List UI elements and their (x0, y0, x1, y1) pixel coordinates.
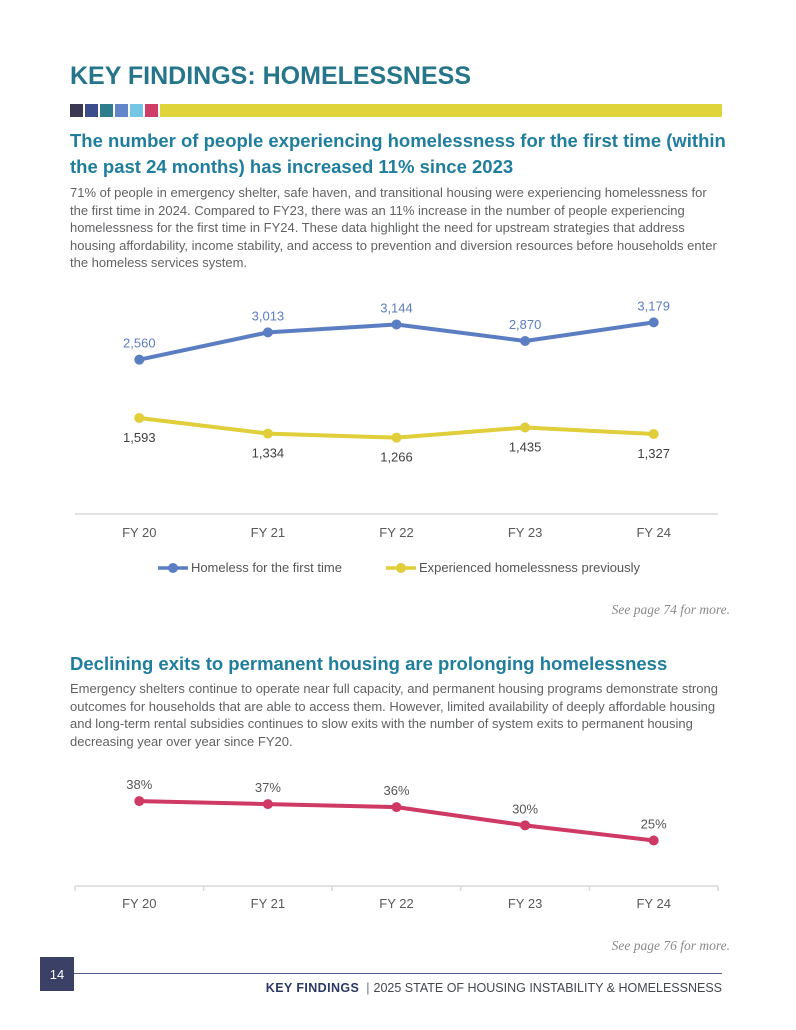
x-axis-label: FY 24 (636, 896, 671, 911)
data-label: 37% (254, 780, 281, 796)
section1-body: 71% of people in emergency shelter, safe haven, and transitional housing were experiencing homelessness for the first time in 2024. Compared to FY23, there was an 11% increase in the number of people experiencing homelessness for the first time in FY24. These data highlight the need for upstream strategies that address housing affordability, income stability, and access to prevention and diversion resources before households enter the homeless services system. (70, 185, 717, 271)
x-axis-label: FY 23 (507, 896, 543, 911)
data-point (520, 820, 530, 830)
data-label: 30% (512, 801, 539, 817)
footer-rule (74, 973, 722, 974)
see-more-page-74: See page 74 for more. (611, 602, 730, 617)
data-point (392, 319, 402, 329)
legend-label: Homeless for the first time (190, 560, 342, 575)
data-point (649, 836, 659, 846)
section2-heading: Declining exits to permanent housing are prolonging homelessness (70, 653, 668, 674)
page-title: KEY FINDINGS: HOMELESSNESS (70, 62, 471, 90)
x-axis-label: FY 21 (250, 525, 286, 540)
x-axis-label: FY 22 (379, 896, 414, 911)
section2-body: Emergency shelters continue to operate near full capacity, and permanent housing programs demonstrate strong outcomes for households that are able to access them. However, limited availability of deeply affordable housing and long-term rental subsidies continues to slow exits with the number of system exits to permanent housing decreasing year over year since FY20. (70, 681, 718, 749)
data-point (649, 429, 659, 439)
data-label: 3,144 (380, 300, 413, 316)
footer-report-title: 2025 STATE OF HOUSING INSTABILITY & HOMELESSNESS (373, 981, 722, 995)
accent-square (85, 104, 98, 117)
data-point (520, 422, 530, 432)
data-point (520, 336, 530, 346)
accent-square (70, 104, 83, 117)
x-axis-label: FY 21 (250, 896, 286, 911)
x-axis-label: FY 24 (636, 525, 671, 540)
x-axis-label: FY 20 (122, 525, 157, 540)
legend-item (384, 560, 640, 575)
accent-square (130, 104, 143, 117)
accent-bar (70, 104, 722, 117)
legend-item (156, 560, 342, 575)
data-label: 3,013 (251, 308, 285, 324)
data-point (263, 327, 273, 337)
accent-square (100, 104, 113, 117)
data-label: 3,179 (637, 298, 670, 314)
x-axis-label: FY 22 (379, 525, 414, 540)
data-point (649, 317, 659, 327)
accent-square (145, 104, 158, 117)
page-number-badge: 14 (40, 957, 74, 991)
data-label: 1,334 (251, 445, 285, 461)
data-label: 2,870 (508, 316, 542, 332)
data-point (392, 802, 402, 812)
data-point (263, 429, 273, 439)
data-point (392, 433, 402, 443)
data-label: 1,327 (637, 446, 670, 462)
footer-separator: | (366, 981, 370, 995)
data-label: 1,593 (123, 429, 156, 445)
data-point (263, 799, 273, 809)
data-label: 25% (640, 816, 667, 832)
legend-marker-icon (156, 562, 190, 574)
accent-square (115, 104, 128, 117)
footer-text (70, 981, 722, 995)
data-point (134, 413, 144, 423)
section1-heading: The number of people experiencing homelessness for the first time (within the past 24 months) has increased 11% since 2023 (70, 130, 726, 177)
chart-exits-permanent-housing (70, 762, 726, 914)
data-point (134, 796, 144, 806)
legend-label: Experienced homelessness previously (418, 560, 641, 575)
chart-first-time-homelessness (70, 288, 726, 550)
legend-marker-icon (384, 562, 418, 574)
footer-section-label: KEY FINDINGS (265, 981, 360, 995)
data-label: 36% (383, 783, 410, 799)
x-axis-label: FY 20 (122, 896, 157, 911)
data-label: 1,435 (508, 439, 542, 455)
data-label: 38% (126, 777, 153, 793)
data-label: 1,266 (380, 449, 413, 465)
see-more-page-76: See page 76 for more. (611, 938, 730, 953)
data-point (134, 355, 144, 365)
accent-yellow-bar (160, 104, 722, 117)
chart1-legend (70, 560, 726, 575)
x-axis-label: FY 23 (507, 525, 543, 540)
data-label: 2,560 (123, 335, 156, 351)
